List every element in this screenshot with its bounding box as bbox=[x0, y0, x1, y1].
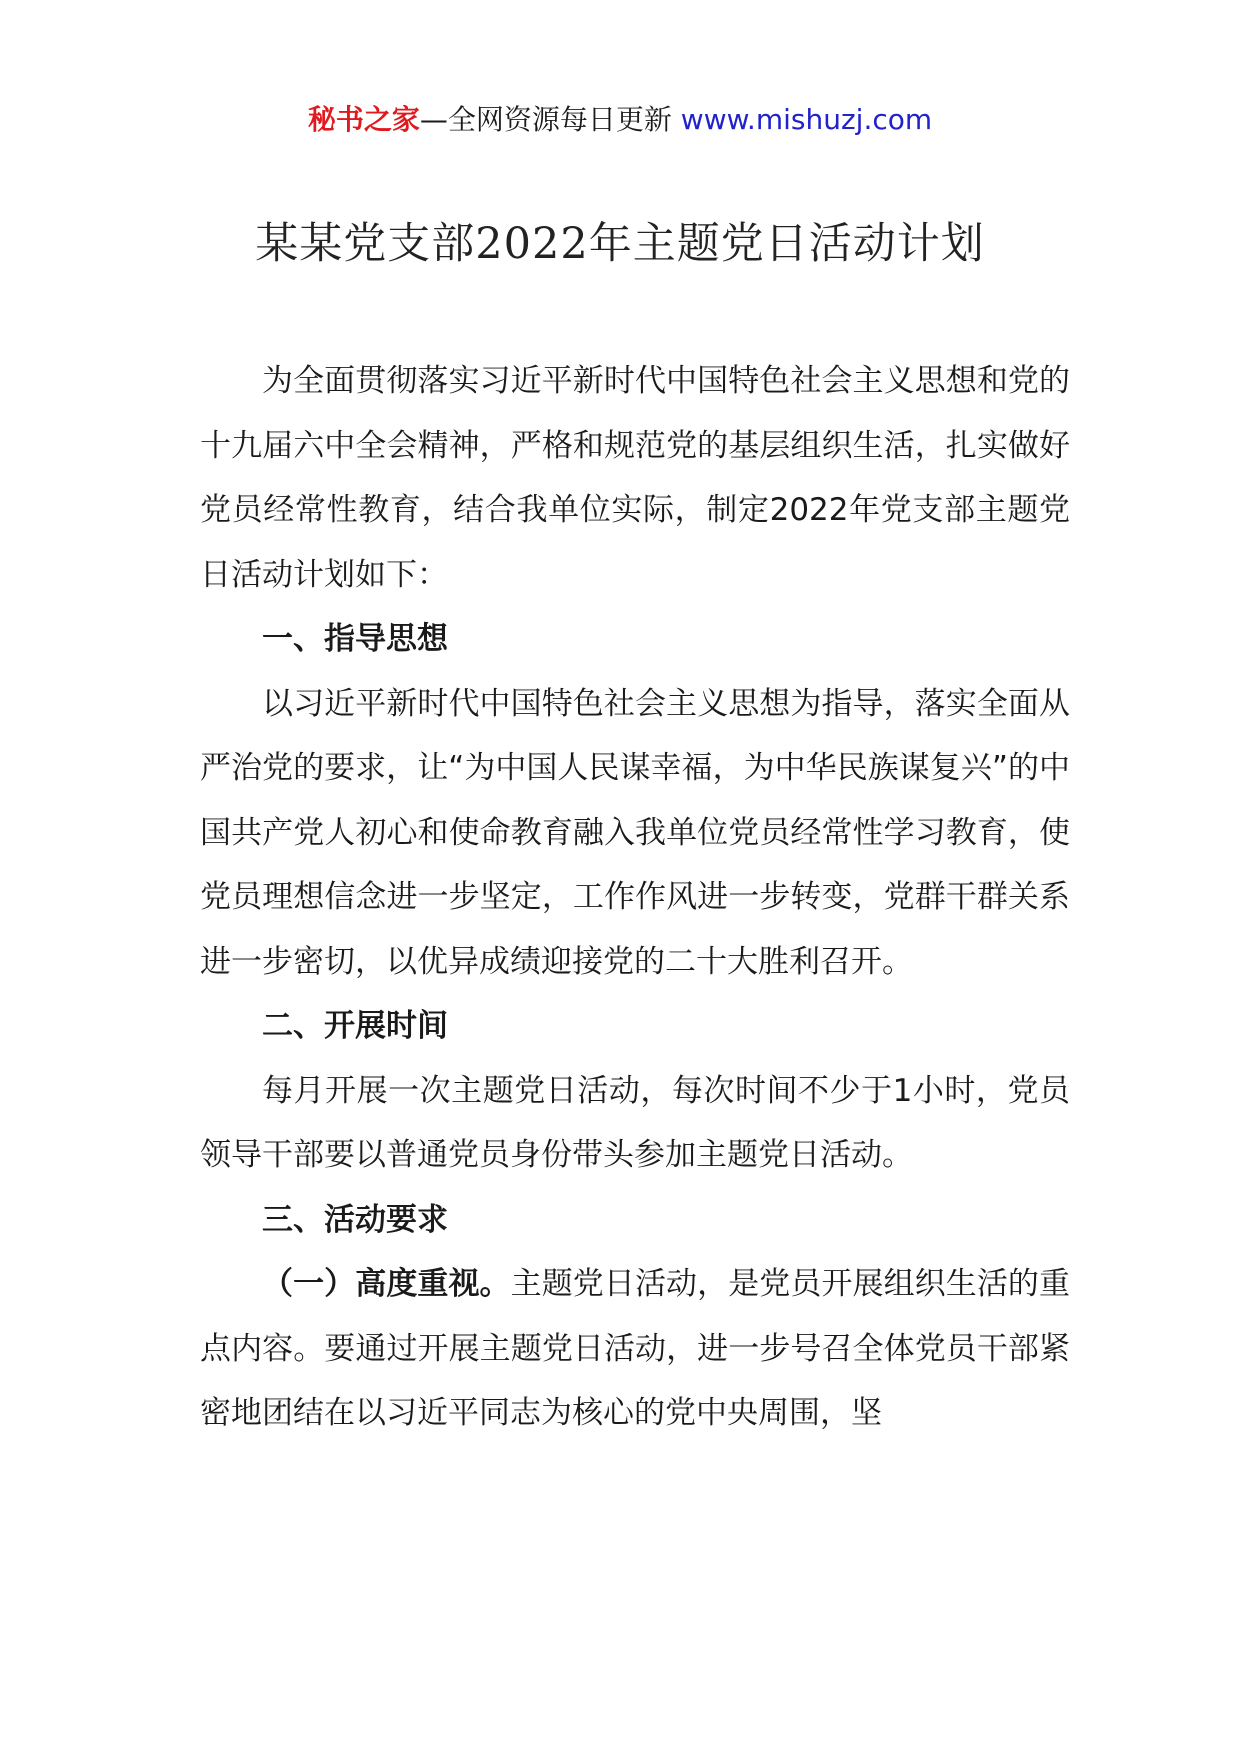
schedule-paragraph: 每月开展一次主题党日活动，每次时间不少于1小时，党员领导干部要以普通党员身份带头参加主题党日活动。 bbox=[200, 1072, 1070, 1173]
section-heading-guiding-ideology: 一、指导思想 bbox=[262, 621, 448, 657]
site-url-link[interactable]: www.mishuzj.com bbox=[680, 103, 933, 136]
document-title: 某某党支部2022年主题党日活动计划 bbox=[255, 219, 985, 269]
requirements-paragraph bbox=[200, 1252, 1070, 1446]
brand-name[interactable]: 秘书之家 bbox=[307, 103, 420, 136]
intro-paragraph: 为全面贯彻落实习近平新时代中国特色社会主义思想和党的十九届六中全会精神，严格和规范党的基层组织生活，扎实做好党员经常性教育，结合我单位实际，制定2022年党支部主题党日活动计划如下： bbox=[200, 363, 1070, 593]
guiding-ideology-paragraph: 以习近平新时代中国特色社会主义思想为指导，落实全面从严治党的要求，让“为中国人民谋幸福，为中华民族谋复兴”的中国共产党人初心和使命教育融入我单位党员经常性学习教育，使党员理想信念进一步坚定，工作作风进一步转变，党群干群关系进一步密切，以优异成绩迎接党的二十大胜利召开。 bbox=[200, 685, 1070, 980]
section-heading-requirements: 三、活动要求 bbox=[262, 1201, 448, 1238]
header-tagline: —全网资源每日更新 bbox=[419, 103, 672, 136]
requirement-lead: （一）高度重视。 bbox=[262, 1266, 511, 1302]
requirement-text: 主题党日活动，是党员开展组织生活的重点内容。要通过开展主题党日活动，进一步号召全体党员干部紧密地团结在以习近平同志为核心的党中央周围，坚 bbox=[200, 1266, 1070, 1431]
document-body bbox=[200, 349, 1070, 1446]
site-header bbox=[0, 100, 1240, 140]
section-heading-schedule: 二、开展时间 bbox=[262, 1008, 448, 1044]
